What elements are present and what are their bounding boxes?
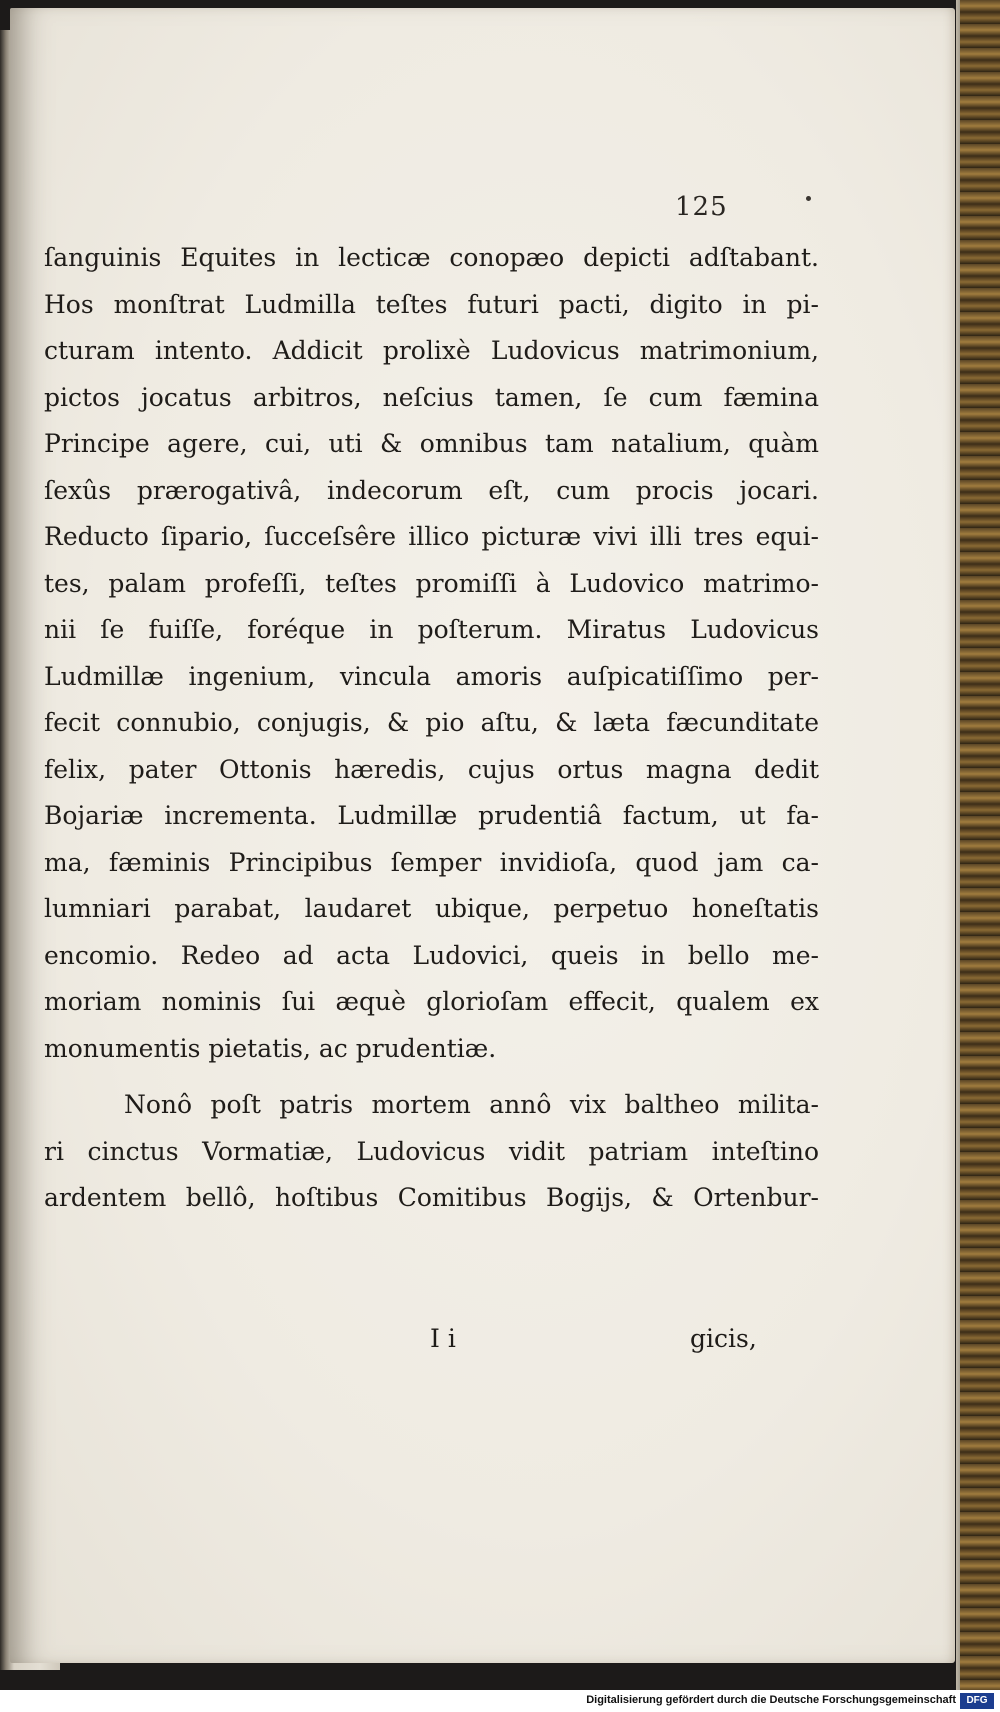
- text-line: tes, palam profeſſi, teſtes promiſſi à Ludovico matrimo-: [44, 568, 819, 598]
- text-line: ſexûs prærogativâ, indecorum eſt, cum procis jocari.: [44, 475, 819, 505]
- body-text: [44, 235, 819, 1222]
- ink-dot: [806, 196, 811, 201]
- text-line: fecit connubio, conjugis, & pio aſtu, & læta fæcunditate: [44, 708, 819, 737]
- text-line: ardentem bellô, hoſtibus Comitibus Bogijs, & Ortenbur-: [44, 1183, 819, 1212]
- text-line: Hos monſtrat Ludmilla teſtes futuri pacti, digito in pi-: [44, 289, 819, 319]
- text-line: ſanguinis Equites in lecticæ conopæo depicti adſtabant.: [44, 243, 819, 272]
- text-line: nii ſe fuiſſe, foréque in poſterum. Miratus Ludovicus: [44, 615, 819, 644]
- signature-mark: I i: [430, 1324, 456, 1353]
- text-line: lumniari parabat, laudaret ubique, perpetuo honeſtatis: [44, 894, 819, 923]
- footer-credit: Digitalisierung gefördert durch die Deutsche Forschungsgemeinschaft: [586, 1694, 956, 1706]
- text-line: Bojariæ incrementa. Ludmillæ prudentiâ factum, ut fa-: [44, 801, 819, 830]
- catchword: gicis,: [690, 1324, 757, 1353]
- text-line: moriam nominis ſui æquè glorioſam effecit, qualem ex: [44, 987, 819, 1016]
- text-line: cturam intento. Addicit prolixè Ludovicus matrimonium,: [44, 336, 819, 365]
- page-number: 125: [675, 192, 728, 222]
- text-line: pictos jocatus arbitros, neſcius tamen, ſe cum fæmina: [44, 382, 819, 412]
- text-line: Reducto ſipario, ſucceſsêre illico picturæ vivi illi tres equi-: [44, 522, 819, 551]
- text-line: ma, fæminis Principibus ſemper invidioſa, quod jam ca-: [44, 847, 819, 877]
- digitization-footer: [0, 1690, 1000, 1712]
- dfg-logo: DFG: [960, 1693, 994, 1709]
- text-line: felix, pater Ottonis hæredis, cujus ortus magna dedit: [44, 754, 819, 784]
- paragraph-start-line: Nonô poſt patris mortem annô vix baltheo milita-: [124, 1090, 819, 1119]
- text-line: encomio. Redeo ad acta Ludovici, queis in bello me-: [44, 940, 819, 970]
- paragraph-end-line: monumentis pietatis, ac prudentiæ.: [44, 1033, 497, 1063]
- gilded-binding-edge: [960, 0, 1000, 1712]
- text-line: Ludmillæ ingenium, vincula amoris auſpicatiſſimo per-: [44, 661, 819, 691]
- text-line: Principe agere, cui, uti & omnibus tam natalium, quàm: [44, 429, 819, 458]
- text-line: ri cinctus Vormatiæ, Ludovicus vidit patriam inteſtino: [44, 1136, 819, 1166]
